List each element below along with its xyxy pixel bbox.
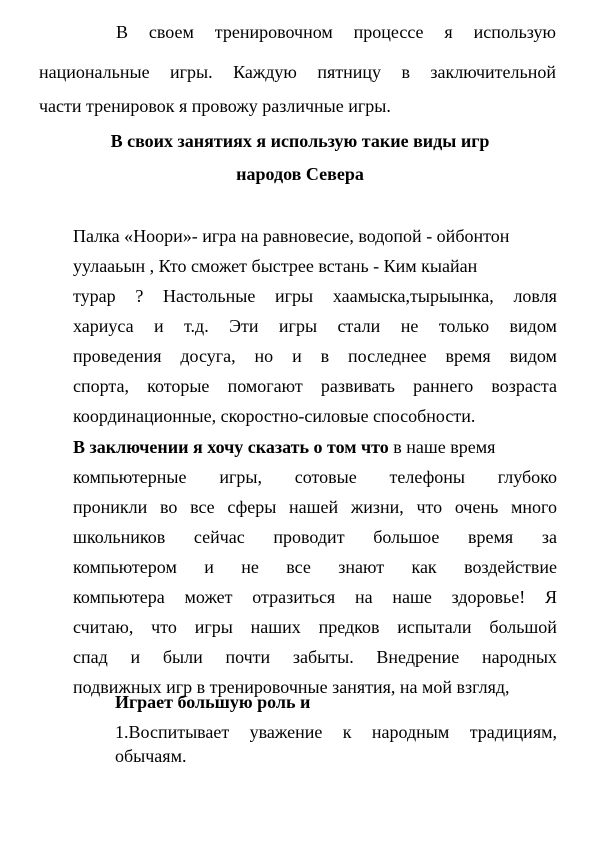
section-heading-line-2: народов Севера <box>236 164 364 184</box>
word: последнее <box>348 346 427 366</box>
word: игры <box>278 316 318 336</box>
word: проникли <box>73 497 148 517</box>
word: использую <box>473 22 556 42</box>
word: возраста <box>491 376 557 396</box>
paragraph2-line-5 <box>73 557 557 577</box>
word: к <box>342 722 352 742</box>
word: за <box>541 527 557 547</box>
word: в <box>320 346 330 366</box>
word: почти <box>225 647 271 667</box>
paragraph1-line-1: Палка «Ноори»- игра на равновесие, водопой - ойбонтон <box>73 226 510 246</box>
word: Внедрение <box>376 647 460 667</box>
word: жизни, <box>350 497 404 517</box>
paragraph1-line-7: координационные, скоростно-силовые способности. <box>73 406 476 426</box>
word: народным <box>371 722 450 742</box>
word: воздействие <box>464 557 557 577</box>
word: школьников <box>73 527 166 547</box>
word: видом <box>509 346 557 366</box>
word: отразиться <box>252 587 336 607</box>
word: традициям, <box>469 722 557 742</box>
word: очень <box>454 497 499 517</box>
word: В <box>116 22 129 42</box>
word: считаю, <box>73 617 134 637</box>
word: телефоны <box>389 467 465 487</box>
paragraph2-line-1 <box>73 437 557 457</box>
word: много <box>511 497 557 517</box>
section-heading-line-1: В своих занятиях я использую такие виды игр <box>110 131 490 151</box>
word: что <box>151 617 177 637</box>
paragraph2-line-3 <box>73 497 557 517</box>
word: сейчас <box>193 527 245 547</box>
word: видом <box>509 316 557 336</box>
word: пятницу <box>317 62 381 82</box>
word: 1.Воспитывает <box>115 722 230 742</box>
paragraph2-line-4 <box>73 527 557 547</box>
word: во <box>159 497 178 517</box>
word: забыты. <box>292 647 354 667</box>
conclusion-lead-in: В заключении я хочу сказать о том что <box>73 437 389 457</box>
word: знают <box>338 557 385 577</box>
word: уважение <box>249 722 323 742</box>
word: спад <box>73 647 108 667</box>
word: народных <box>481 647 557 667</box>
word: компьютера <box>73 587 165 607</box>
word: большой <box>489 617 557 637</box>
word: ловля <box>513 286 557 306</box>
word: игры. <box>170 62 213 82</box>
word: проведения <box>73 346 162 366</box>
word: игры <box>275 286 314 306</box>
word: Я <box>544 587 557 607</box>
role-heading: Играет большую роль и <box>115 692 311 712</box>
word: здоровье! <box>451 587 526 607</box>
word: проводит <box>273 527 345 547</box>
paragraph1-line-5 <box>73 346 557 366</box>
word: помогают <box>227 376 303 396</box>
word: нашей <box>289 497 339 517</box>
paragraph1-line-6 <box>73 376 557 396</box>
paragraph2-line-7 <box>73 617 557 637</box>
word: спорта, <box>73 376 129 396</box>
paragraph2-line-2 <box>73 467 557 487</box>
word: развивать <box>320 376 395 396</box>
word: и <box>292 346 302 366</box>
word: наше <box>392 587 432 607</box>
word: может <box>184 587 233 607</box>
word: испытали <box>397 617 472 637</box>
paragraph1-line-2: уулааьын , Кто сможет быстрее встань - Ким кыайан <box>73 256 478 276</box>
word: все <box>286 557 311 577</box>
word: тренировочном <box>214 22 333 42</box>
word: Эти <box>229 316 259 336</box>
word: которые <box>147 376 210 396</box>
word: процессе <box>353 22 424 42</box>
word: заключительной <box>430 62 556 82</box>
word: компьютером <box>73 557 177 577</box>
paragraph1-line-4 <box>73 316 557 336</box>
word: как <box>411 557 437 577</box>
word: игры <box>194 617 233 637</box>
word: сотовые <box>294 467 357 487</box>
word: я <box>444 22 453 42</box>
word: и <box>154 316 164 336</box>
paragraph2-line-8 <box>73 647 557 667</box>
word: своем <box>148 22 194 42</box>
word: турар <box>73 286 116 306</box>
word: т.д. <box>184 316 209 336</box>
word: время <box>468 527 514 547</box>
word: в <box>401 62 410 82</box>
paragraph1-line-3 <box>73 286 557 306</box>
intro-line-1 <box>116 22 556 42</box>
intro-line-3: части тренировок я провожу различные игры. <box>39 96 391 116</box>
word: игры, <box>219 467 262 487</box>
word: хаамыска,тырыынка, <box>332 286 494 306</box>
word: были <box>162 647 203 667</box>
word: что <box>416 497 443 517</box>
paragraph2-line-6 <box>73 587 557 607</box>
conclusion-lead-in-rest: в наше время <box>393 437 496 457</box>
word: большое <box>373 527 440 547</box>
word: но <box>254 346 274 366</box>
item1-line-2: обычаям. <box>115 746 187 766</box>
word: предков <box>318 617 380 637</box>
word: национальные <box>39 62 150 82</box>
word: время <box>445 346 491 366</box>
word: ? <box>135 286 144 306</box>
word: компьютерные <box>73 467 187 487</box>
paragraph2-line-9: подвижных игр в тренировочные занятия, на мой взгляд, <box>73 677 510 697</box>
word: не <box>241 557 259 577</box>
word: стали <box>337 316 381 336</box>
word: все <box>190 497 215 517</box>
word: наших <box>250 617 301 637</box>
word: раннего <box>413 376 474 396</box>
word: на <box>354 587 373 607</box>
word: и <box>204 557 214 577</box>
item1-line-1 <box>115 722 557 742</box>
word: глубоко <box>497 467 557 487</box>
word: и <box>130 647 141 667</box>
word: сферы <box>227 497 277 517</box>
word: не <box>400 316 419 336</box>
intro-line-2 <box>39 62 556 82</box>
word: досуга, <box>180 346 236 366</box>
word: Каждую <box>233 62 297 82</box>
word: только <box>438 316 490 336</box>
word: Настольные <box>163 286 256 306</box>
word: хариуса <box>73 316 134 336</box>
